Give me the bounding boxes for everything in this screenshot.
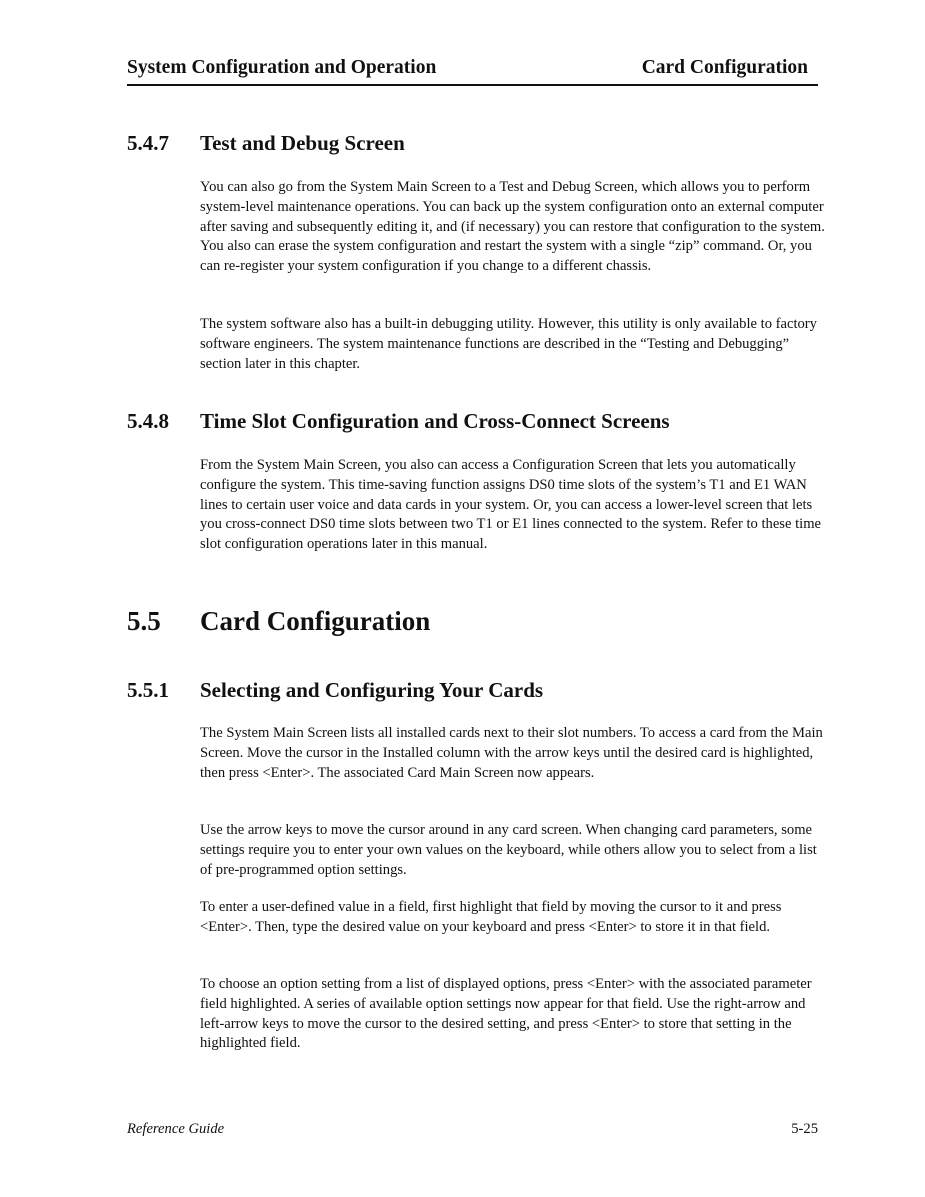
section-number: 5.5.1 bbox=[127, 678, 169, 702]
section-number: 5.4.7 bbox=[127, 131, 169, 155]
paragraph-text: Use the arrow keys to move the cursor around in any card screen. When changing card parameters, some settings require you to enter your own values on the keyboard, while others allow you to select from a list of pre-programmed option settings. bbox=[200, 822, 817, 878]
paragraph-5-5-1-2 bbox=[200, 821, 825, 880]
section-title: Test and Debug Screen bbox=[200, 131, 405, 155]
paragraph-5-5-1-1 bbox=[200, 724, 825, 783]
heading-5-5 bbox=[127, 606, 430, 637]
section-title: Selecting and Configuring Your Cards bbox=[200, 678, 544, 702]
paragraph-5-5-1-4 bbox=[200, 975, 825, 1054]
heading-5-4-7 bbox=[127, 131, 405, 156]
section-number: 5.5 bbox=[127, 606, 161, 636]
header-section-title: Card Configuration bbox=[641, 57, 808, 78]
footer-page-number: 5-25 bbox=[791, 1121, 818, 1137]
paragraph-5-4-7-2 bbox=[200, 315, 825, 374]
heading-5-5-1 bbox=[127, 678, 543, 703]
section-number: 5.4.8 bbox=[127, 409, 169, 433]
paragraph-text: The System Main Screen lists all installed cards next to their slot numbers. To access a card from the Main Screen. Move the cursor in the Installed column with the arrow keys until the desired card is highlighted, then press <Enter>. The associated Card Main Screen now appears. bbox=[200, 725, 823, 781]
paragraph-text: To choose an option setting from a list of displayed options, press <Enter> with the associated parameter field highlighted. A series of available option settings now appear for that field. Use the right-arrow and left-arrow keys to move the cursor to the desired setting, and press <Enter> to store that setting in the highlighted field. bbox=[200, 976, 812, 1052]
paragraph-text: To enter a user-defined value in a field, first highlight that field by moving the cursor to it and press <Enter>. Then, type the desired value on your keyboard and press <Enter> to store it in that field. bbox=[200, 899, 782, 935]
section-title: Card Configuration bbox=[200, 606, 431, 636]
paragraph-text: You can also go from the System Main Screen to a Test and Debug Screen, which allows you to perform system-level maintenance operations. You can back up the system configuration onto an external computer after saving and subsequently editing it, and (if necessary) you can restore that configuration to the system. You also can erase the system configuration and restart the system with a single “zip” command. Or, you can re-register your system configuration if you change to a different chassis. bbox=[200, 179, 825, 275]
paragraph-5-4-8-1 bbox=[200, 456, 825, 555]
section-title: Time Slot Configuration and Cross-Connect Screens bbox=[200, 409, 670, 433]
footer-document-title: Reference Guide bbox=[127, 1121, 225, 1137]
paragraph-text: The system software also has a built-in debugging utility. However, this utility is only available to factory software engineers. The system maintenance functions are described in the “Testing and Debugging” section later in this chapter. bbox=[200, 316, 817, 372]
paragraph-text: From the System Main Screen, you also can access a Configuration Screen that lets you automatically configure the system. This time-saving function assigns DS0 time slots of the system’s T1 and E1 WAN lines to certain user voice and data cards in your system. Or, you can access a lower-level screen that lets you cross-connect DS0 time slots between two T1 or E1 lines connected to the system. Refer to these time slot configuration operations later in this manual. bbox=[200, 457, 822, 553]
paragraph-5-5-1-3 bbox=[200, 898, 825, 938]
running-header bbox=[127, 56, 818, 86]
header-chapter-title: System Configuration and Operation bbox=[127, 57, 437, 78]
heading-5-4-8 bbox=[127, 409, 670, 434]
paragraph-5-4-7-1 bbox=[200, 178, 825, 277]
